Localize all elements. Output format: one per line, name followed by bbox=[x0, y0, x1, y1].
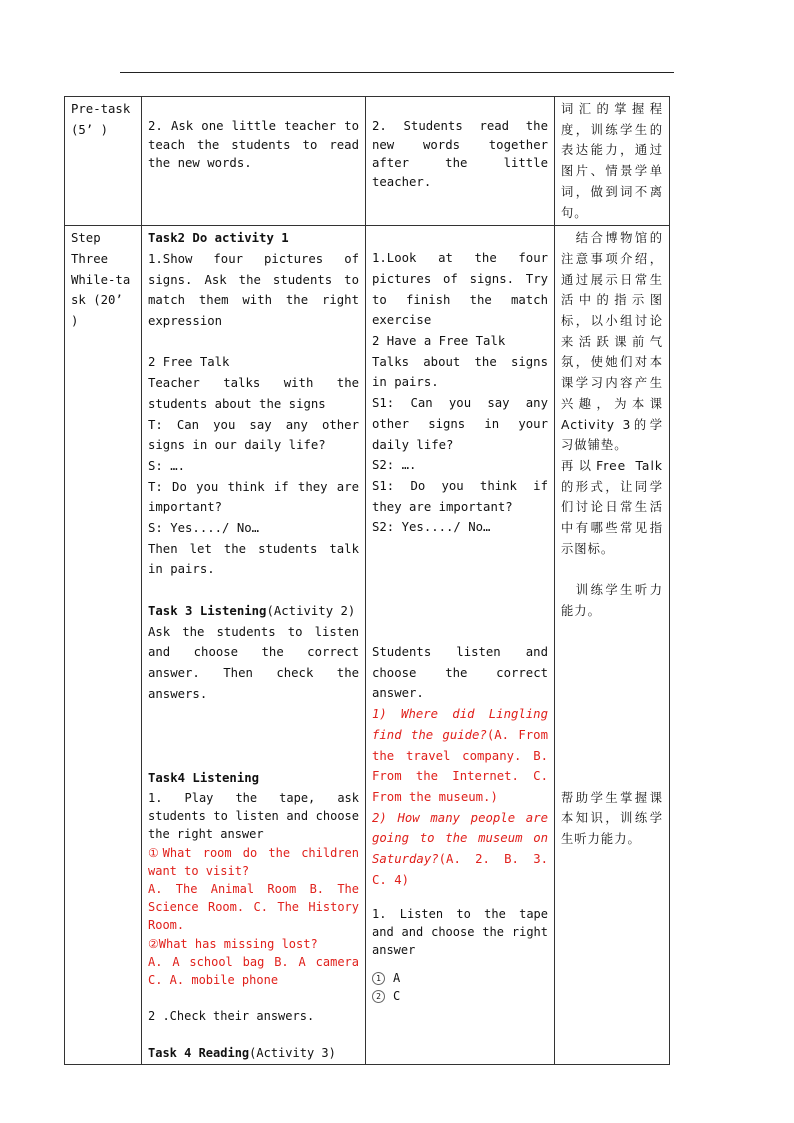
task4-reading-heading bbox=[148, 1044, 359, 1062]
dialogue-line: S1: Can you say any other signs in your daily life? bbox=[372, 396, 548, 452]
dialogue-line: T: Can you say any other signs in our daily life? bbox=[148, 417, 359, 453]
cell-purpose bbox=[555, 97, 670, 226]
dialogue-line: S2: Yes..../ No… bbox=[372, 520, 491, 535]
answer-1 bbox=[372, 969, 548, 987]
stage-time: (5’ ) bbox=[71, 122, 109, 137]
pair-talk-text: Then let the students talk in pairs. bbox=[148, 541, 359, 577]
cell-stage bbox=[65, 97, 142, 226]
check-answers-text: 2 .Check their answers. bbox=[148, 1009, 315, 1024]
listening-question-1-options: (A. From the travel company. B. From the Internet. C. From the museum.) bbox=[372, 727, 548, 804]
cell-student-activity bbox=[366, 226, 555, 1064]
answer-value: C bbox=[393, 989, 401, 1004]
cell-student-activity bbox=[366, 97, 555, 226]
task3-heading bbox=[148, 601, 359, 622]
teacher-activity-text: 2. Ask one little teacher to teach the students to read the new words. bbox=[148, 119, 359, 170]
table-row-pre-task bbox=[65, 97, 670, 226]
task3-heading-rest: (Activity 2) bbox=[266, 603, 356, 618]
task2-step1: 1.Show four pictures of signs. Ask the students to match them with the right expression bbox=[148, 251, 359, 329]
cell-teacher-activity bbox=[142, 97, 366, 226]
listen-tape-text: 1. Listen to the tape and and choose the right answer bbox=[372, 906, 548, 957]
answer-2 bbox=[372, 987, 548, 1005]
question-2: ②What has missing lost? bbox=[148, 936, 318, 951]
lesson-plan-table bbox=[64, 96, 670, 1065]
answer-number: 2 bbox=[372, 990, 385, 1003]
task2-heading: Task2 Do activity 1 bbox=[148, 231, 289, 246]
listening-question-2-text: 2) How many people are going to the museum on Saturday? bbox=[372, 810, 548, 867]
stage-line: sk (20’ ) bbox=[71, 293, 123, 329]
free-talk-heading: 2 Free Talk bbox=[148, 355, 230, 370]
listening-question-1 bbox=[372, 704, 548, 808]
answer-value: A bbox=[393, 971, 401, 986]
task4-reading-heading-bold: Task 4 Reading bbox=[148, 1045, 250, 1060]
purpose-paragraph: 结合博物馆的注意事项介绍，通过展示日常生活中的指示图标，以小组讨论来活跃课前气氛，使她们对本课学习内容产生兴趣，为本课Activity 3的学习做铺垫。 bbox=[561, 231, 663, 453]
look-text: 1.Look at the four pictures of signs. Try to finish the match exercise bbox=[372, 251, 548, 328]
dialogue-line: S: …. bbox=[148, 458, 186, 473]
question-2-options: A. A school bag B. A camera C. A. mobile phone bbox=[148, 954, 359, 988]
dialogue-line: T: Do you think if they are important? bbox=[148, 479, 359, 515]
dialogue-line: S: Yes..../ No… bbox=[148, 521, 260, 536]
question-1-options: A. The Animal Room B. The Science Room. C. The History Room. bbox=[148, 882, 359, 933]
free-talk-heading: 2 Have a Free Talk bbox=[372, 334, 506, 349]
purpose-text: 词汇的掌握程度，训练学生的表达能力，通过图片、情景学单词，做到词不离句。 bbox=[561, 102, 663, 220]
stage-line: Step bbox=[71, 231, 101, 246]
stage-line: While-ta bbox=[71, 272, 131, 287]
header-rule bbox=[120, 72, 674, 73]
purpose-paragraph: 训练学生听力能力。 bbox=[561, 583, 663, 618]
task3-text: Ask the students to listen and choose the correct answer. Then check the answers. bbox=[148, 624, 359, 701]
student-activity-text: 2. Students read the new words together after the little teacher. bbox=[372, 119, 548, 189]
dialogue-line: S2: …. bbox=[372, 458, 417, 473]
purpose-paragraph: 帮助学生掌握课本知识，训练学生听力能力。 bbox=[561, 790, 663, 846]
answer-number: 1 bbox=[372, 972, 385, 985]
question-1: ①What room do the children want to visit? bbox=[148, 845, 359, 878]
table-row-while-task bbox=[65, 226, 670, 1064]
cell-stage bbox=[65, 226, 142, 1064]
talks-text: Talks about the signs in pairs. bbox=[372, 354, 548, 390]
cell-teacher-activity bbox=[142, 226, 366, 1064]
dialogue-line: S1: Do you think if they are important? bbox=[372, 478, 548, 514]
task4-reading-heading-rest: (Activity 3) bbox=[249, 1045, 336, 1060]
task3-heading-bold: Task 3 Listening bbox=[148, 603, 267, 618]
task4-heading: Task4 Listening bbox=[148, 771, 260, 786]
cell-purpose bbox=[555, 226, 670, 1064]
stage-label: Pre-task bbox=[71, 102, 131, 116]
listening-question-2 bbox=[372, 808, 548, 891]
free-talk-intro: Teacher talks with the students about the signs bbox=[148, 376, 359, 411]
listening-question-2-options: (A. 2. B. 3. C. 4) bbox=[372, 852, 548, 887]
purpose-paragraph: 再以Free Talk的形式，让同学们讨论日常生活中有哪些常见指示图标。 bbox=[561, 458, 663, 556]
listening-question-1-text: 1) Where did Lingling find the guide? bbox=[372, 707, 548, 742]
listen-choose-text: Students listen and choose the correct answer. bbox=[372, 645, 548, 701]
stage-line: Three bbox=[71, 251, 109, 266]
task4-step1: 1. Play the tape, ask students to listen and choose the right answer bbox=[148, 791, 359, 842]
